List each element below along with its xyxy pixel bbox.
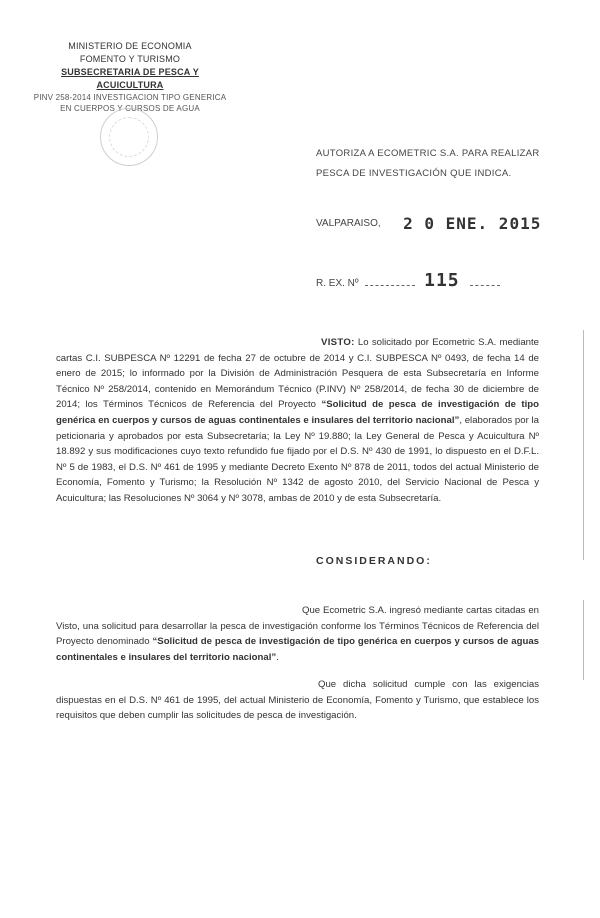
margin-scan-line (583, 330, 584, 560)
number-line-2 (470, 285, 500, 286)
considerando-paragraph-1 (56, 603, 539, 665)
visto-paragraph (56, 335, 539, 507)
reference-line-2: EN CUERPOS Y CURSOS DE AGUA (60, 104, 200, 113)
rex-label: R. EX. Nº (316, 278, 359, 289)
place-date (316, 214, 541, 233)
subsecretaria-name: SUBSECRETARIA DE PESCA Y ACUICULTURA (61, 67, 199, 90)
considerando-heading: CONSIDERANDO: (316, 555, 432, 567)
c1-project-title: “Solicitud de pesca de investigación de tipo genérica en cuerpos y cursos de aguas continentales e insulares del territorio nacional” (56, 636, 540, 663)
c1-text-a: Que Ecometric S.A. ingresó mediante cartas citadas en Visto, una solicitud para desarrollar la pesca de investigación conforme los Términos Técnicos de Referencia del Proyecto denominado (56, 605, 539, 648)
visto-text-a: Lo solicitado por Ecometric S.A. mediante cartas C.I. SUBPESCA Nº 12291 de fecha 27 de octubre de 2014 y C.I. SUBPESCA Nº 0493, de fecha 14 de enero de 2015; lo informado por la División de Administración Pesquera de esta Subsecretaría en Informe Técnico Nº 258/2014, contenido en Memorándum Técnico (P.INV) Nº 258/2014, de fecha 30 de diciembre de 2014; los Términos Técnicos de Referencia del Proyecto (56, 337, 539, 411)
resolution-subject (316, 144, 566, 184)
subject-line-1: AUTORIZA A ECOMETRIC S.A. PARA REALIZAR (316, 148, 540, 159)
letterhead (30, 40, 230, 114)
visto-label: VISTO: (321, 337, 355, 348)
subject-line-2: PESCA DE INVESTIGACIÓN QUE INDICA. (316, 168, 512, 179)
ministry-name: MINISTERIO DE ECONOMIA (68, 41, 192, 51)
date-stamp: 2 0 ENE. 2015 (403, 214, 542, 233)
considerando-paragraph-2 (56, 677, 539, 724)
visto-text-b: , elaborados por la peticionaria y aprobados por esta Subsecretaría; la Ley Nº 19.880; la Ley General de Pesca y Acuicultura Nº 18.892 y sus modificaciones cuyo texto refundido fue fijado por el D.S. Nº 430 de 1991, lo dispuesto en el D.F.L. Nº 5 de 1983, el D.S. Nº 461 de 1995 y mediante Decreto Exento Nº 878 de 2011, todos del actual Ministerio de Economía, Fomento y Turismo; la Resolución Nº 1342 de agosto 2010, del Servicio Nacional de Pesca y Acuicultura; las Resoluciones Nº 3064 y Nº 3078, ambas de 2010 y de esta Subsecretaría. (56, 414, 539, 504)
c2-text: Que dicha solicitud cumple con las exigencias dispuestas en el D.S. Nº 461 de 1995, del actual Ministerio de Economía, Fomento y Turismo, que establece los requisitos que deben cumplir las solicitudes de pesca de investigación. (56, 679, 539, 722)
ministry-name-line2: FOMENTO Y TURISMO (79, 54, 181, 64)
number-line (365, 285, 415, 286)
visto-project-title: “Solicitud de pesca de investigación de tipo genérica en cuerpos y cursos de aguas continentales e insulares del territorio nacional” (56, 399, 539, 426)
resolution-number (316, 270, 500, 291)
c1-text-b: . (276, 651, 279, 663)
reference-line: PINV 258-2014 INVESTIGACION TIPO GENERICA (33, 93, 227, 102)
rex-number: 115 (424, 270, 460, 291)
seal-inner-ring (109, 117, 149, 157)
official-seal-stamp (100, 108, 158, 166)
place-label: VALPARAISO, (316, 218, 381, 229)
margin-scan-line-2 (583, 600, 584, 680)
